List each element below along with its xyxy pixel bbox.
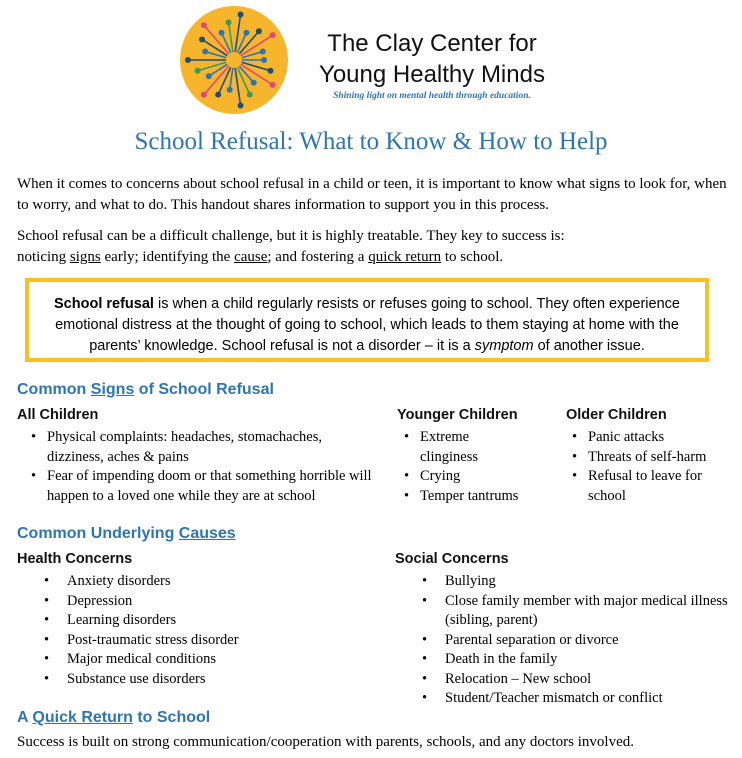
list-item: • Fear of impending doom or that something horrible will happen to a loved one while they are at school [27, 467, 382, 506]
logo-ray-dot [261, 57, 267, 63]
younger-children-heading: Younger Children [397, 407, 518, 423]
list-item: • Substance use disorders [17, 670, 377, 690]
cause-underlined: cause [234, 249, 268, 265]
social-concerns-list [395, 572, 735, 709]
list-item: • Extreme clinginess [400, 428, 530, 467]
tagline: Shining light on mental health through education. [333, 91, 531, 101]
list-item: • Refusal to leave for school [568, 467, 740, 506]
intro-2-text: noticing [17, 249, 70, 265]
logo-ray-dot [226, 19, 232, 25]
signs-heading [17, 381, 274, 399]
callout-emphasis: symptom [474, 338, 534, 354]
intro-2-line1: School refusal can be a difficult challenge, but it is highly treatable. They key to success is: [17, 228, 565, 244]
heading-text: Common Underlying [17, 525, 179, 542]
organization-name [292, 28, 572, 90]
health-concerns-heading: Health Concerns [17, 551, 133, 567]
logo-ray-dot [260, 49, 266, 55]
heading-underlined: Quick Return [32, 709, 133, 726]
list-item: • Panic attacks [568, 428, 740, 448]
list-item: • Crying [400, 467, 530, 487]
org-name-line2: Young Healthy Minds [319, 61, 545, 88]
list-item: • Post-traumatic stress disorder [17, 631, 377, 651]
list-item: • Parental separation or divorce [395, 631, 735, 651]
logo-ray-dot [185, 57, 191, 63]
callout-text: is when a child regularly resists or refuses going to school. They often experience emotional distress at the thought of going to school, which leads to them staying at home with the parents’ knowledge. School refusal is not a disorder – it is a [55, 296, 680, 354]
signs-underlined: signs [69, 249, 101, 265]
list-item: • Relocation – New school [395, 670, 735, 690]
all-children-heading: All Children [17, 407, 99, 423]
logo-ray-dot [251, 80, 257, 86]
quick-return-heading [17, 709, 210, 727]
quick-return-underlined: quick return [368, 249, 442, 265]
heading-underlined: Signs [90, 381, 135, 398]
list-item: • Physical complaints: headaches, stomachaches, dizziness, aches & pains [27, 428, 382, 467]
older-children-heading: Older Children [566, 407, 667, 423]
list-item: • Close family member with major medical illness (sibling, parent) [395, 592, 735, 631]
logo-ray-dot [270, 32, 276, 38]
logo-ray-dot [219, 30, 225, 36]
intro-2-text: ; and fostering a [267, 249, 369, 265]
younger-children-list [400, 428, 530, 506]
heading-underlined: Causes [178, 525, 236, 542]
heading-text: of School Refusal [134, 381, 274, 398]
logo-ray-dot [243, 30, 249, 36]
list-item: • Student/Teacher mismatch or conflict [395, 689, 735, 709]
causes-heading [17, 525, 236, 543]
logo-ray-dot [215, 92, 221, 98]
list-item: • Bullying [395, 572, 735, 592]
page-title: School Refusal: What to Know & How to Help [134, 128, 608, 155]
logo-ray-dot [195, 68, 201, 74]
intro-2-text: early; identifying the [100, 249, 235, 265]
heading-text: Common [17, 381, 91, 398]
definition-callout [25, 278, 709, 362]
all-children-list [27, 428, 382, 506]
logo-ray-dot [206, 73, 212, 79]
intro-paragraph-2 [17, 226, 729, 268]
intro-2-text: to school. [441, 249, 504, 265]
quick-return-text: Success is built on strong communication/cooperation with parents, schools, and any doctors involved. [17, 734, 634, 750]
list-item: • Death in the family [395, 650, 735, 670]
list-item: • Major medical conditions [17, 650, 377, 670]
logo-ray-dot [227, 87, 233, 93]
list-item: • Depression [17, 592, 377, 612]
logo-ray-dot [238, 103, 244, 109]
clay-center-logo [178, 4, 290, 116]
heading-text: to School [132, 709, 211, 726]
logo-ray-dot [270, 82, 276, 88]
list-item: • Temper tantrums [400, 487, 530, 507]
heading-text: A [17, 709, 33, 726]
logo-ray-dot [256, 28, 262, 34]
page-header [0, 0, 742, 125]
list-item: • Learning disorders [17, 611, 377, 631]
social-concerns-heading: Social Concerns [395, 551, 509, 567]
logo-ray-dot [247, 92, 253, 98]
older-children-list [568, 428, 740, 506]
logo-ray-dot [267, 68, 273, 74]
callout-text-end: of another issue. [533, 338, 645, 354]
intro-paragraph-1: When it comes to concerns about school refusal in a child or teen, it is important to know what signs to look for, when to worry, and what to do. This handout shares information to support you in this process. [17, 176, 727, 213]
logo-ray-dot [201, 92, 207, 98]
logo-ray-dot [199, 36, 205, 42]
list-item: • Anxiety disorders [17, 572, 377, 592]
logo-ray-dot [238, 11, 244, 17]
org-name-line1: The Clay Center for [327, 30, 537, 57]
logo-ray-dot [201, 22, 207, 28]
health-concerns-list [17, 572, 377, 689]
logo-ray-dot [202, 49, 208, 55]
list-item: • Threats of self-harm [568, 448, 740, 468]
callout-term: School refusal [54, 296, 154, 312]
